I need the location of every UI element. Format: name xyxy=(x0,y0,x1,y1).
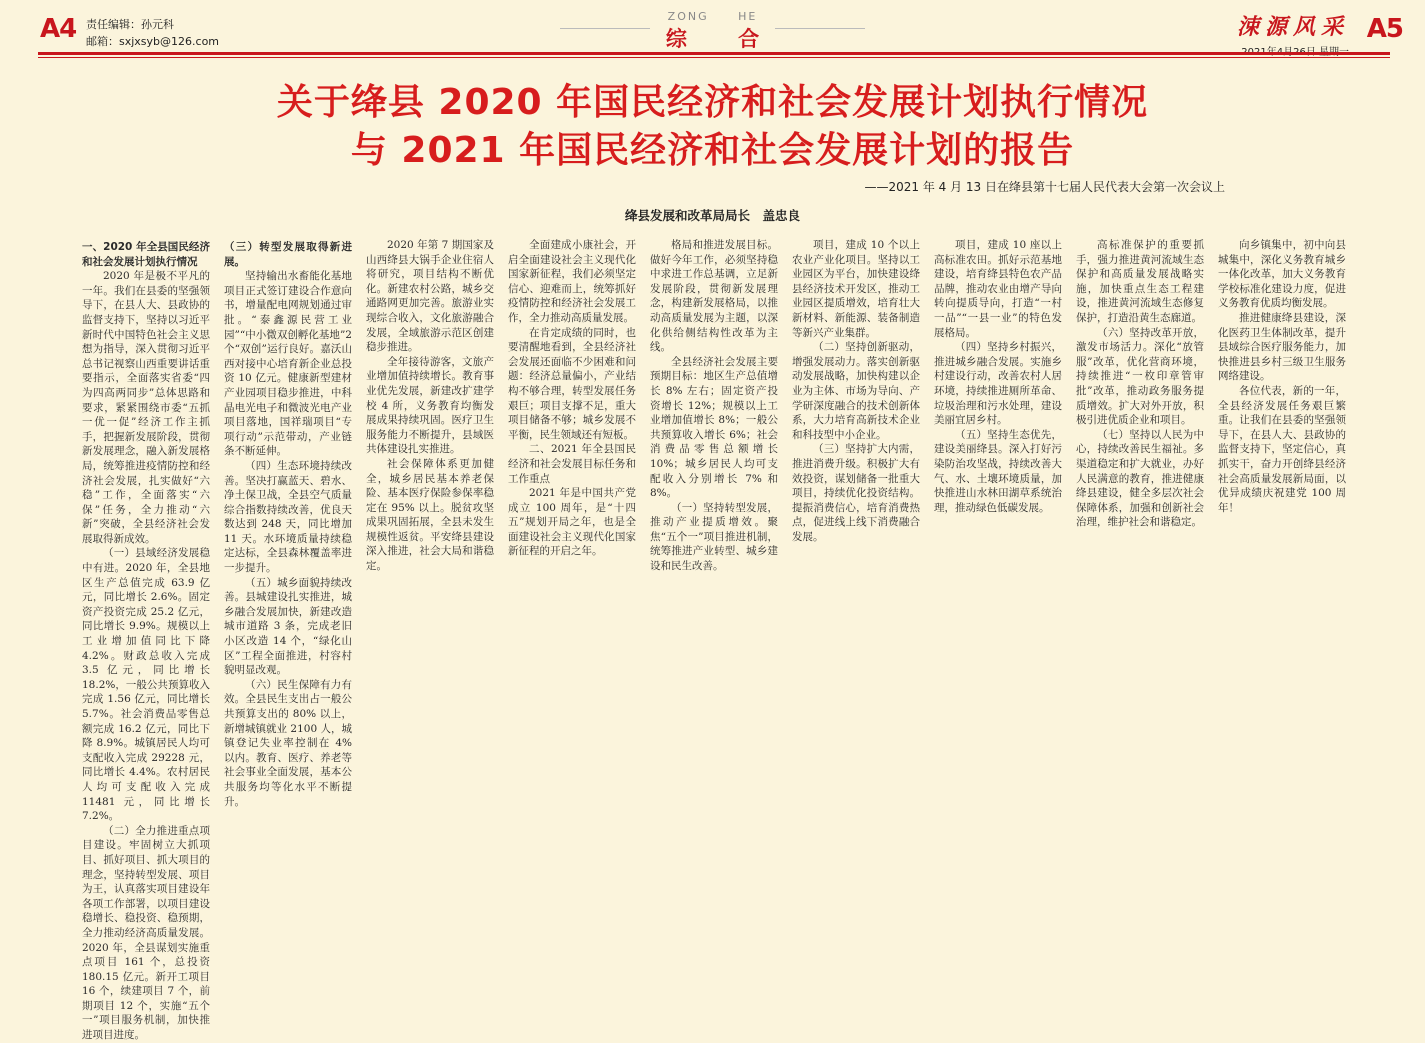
brand-block xyxy=(1237,10,1349,58)
article-column-9 xyxy=(1218,238,1346,1043)
article-column-5 xyxy=(650,238,778,1043)
pinyin-left: ZONG xyxy=(667,10,709,23)
article-body xyxy=(82,238,1346,1042)
paragraph: （一）县域经济发展稳中有进。2020 年，全县地区生产总值完成 63.9 亿元，同比增长 2.6%。固定资产投资完成 25.2 亿元，同比增长 9.9%。规模以上工业增加值同比下降 4.2%。财政总收入完成 3.5 亿元，同比增长 18.2%，一般公共预算收入完成 1.56 亿元，同比增长 5.7%。社会消费品零售总额完成 16.2 亿元，同比下降 8.9%。城镇居民人均可支配收入完成 29228 元，同比增长 4.4%。农村居民人均可支配收入完成 11481 元，同比增长 7.2%。 xyxy=(82,547,210,823)
paragraph: 社会保障体系更加健全，城乡居民基本养老保险、基本医疗保险参保率稳定在 95% 以上。脱贫攻坚成果巩固拓展，全县未发生规模性返贫。平安绛县建设深入推进，社会大局和谐稳定。 xyxy=(366,457,494,573)
paragraph: 各位代表，新的一年，全县经济发展任务艰巨繁重。让我们在县委的坚强领导下，在县人大、县政协的监督支持下，坚定信心，真抓实干，奋力开创绛县经济社会高质量发展新局面，以优异成绩庆祝建党 100 周年！ xyxy=(1218,384,1346,514)
article-column-8 xyxy=(1076,238,1204,1043)
byline: 绛县发展和改革局局长 盖忠良 xyxy=(624,208,800,223)
section-header xyxy=(0,10,1425,53)
brand-title: 涑源风采 xyxy=(1236,14,1349,40)
paragraph: （四）生态环境持续改善。坚决打赢蓝天、碧水、净土保卫战，全县空气质量综合指数持续改善，优良天数达到 248 天，同比增加 11 天。水环境质量持续稳定达标，全县森林覆盖率进一步提升。 xyxy=(224,459,352,575)
paragraph: 推进健康绛县建设，深化医药卫生体制改革，提升县域综合医疗服务能力，加快推进县乡村三级卫生服务网络建设。 xyxy=(1218,311,1346,383)
paragraph: （三）坚持扩大内需，推进消费升级。积极扩大有效投资，谋划储备一批重大项目，持续优化投资结构。提振消费信心，培育消费热点，促进线上线下消费融合发展。 xyxy=(792,443,920,543)
headline-subtitle: ——2021 年 4 月 13 日在绛县第十七届人民代表大会第一次会议上 xyxy=(864,180,1225,194)
article-column-2 xyxy=(224,238,352,1043)
article-column-6 xyxy=(792,238,920,1043)
section-title: 综 合 xyxy=(665,27,782,51)
issue-date xyxy=(1237,43,1349,58)
editor-line: 责任编辑：孙元科 xyxy=(86,18,174,31)
headline-line-1: 关于绛县 2020 年国民经济和社会发展计划执行情况 xyxy=(276,82,1149,123)
left-page-number: A4 xyxy=(40,14,77,44)
paragraph: 项目，建成 10 座以上高标准农田。抓好示范基地建设，培育绛县特色农产品品牌，推动农业由增产导向转向提质导向，打造“一村一品”“一县一业”的特色发展格局。 xyxy=(934,239,1062,339)
paragraph: （二）全力推进重点项目建设。牢固树立大抓项目、抓好项目、抓大项目的理念，坚持转型发展、项目为王，认真落实项目建设年各项工作部署，以项目建设稳增长、稳投资、稳预期，全力推动经济高质量发展。2020 年，全县谋划实施重点项目 161 个，总投资 180.15 亿元。新开工项目 16 个，续建项目 7 个，前期项目 12 个，实施“五个一”项目服务机制，加快推进项目进度。 xyxy=(82,824,210,1042)
paragraph: 项目，建成 10 个以上农业产业化项目。坚持以工业园区为平台，加快建设绛县经济技术开发区，推动工业园区提质增效，培育壮大新材料、新能源、装备制造等新兴产业集群。 xyxy=(792,239,920,339)
article-column-7 xyxy=(934,238,1062,1043)
masthead-rule xyxy=(38,52,1390,55)
paragraph: 在肯定成绩的同时，也要清醒地看到，全县经济社会发展还面临不少困难和问题：经济总量偏小，产业结构不够合理，转型发展任务艰巨；项目支撑不足，重大项目储备不够；城乡发展不平衡，民生领域还有短板。 xyxy=(508,326,636,441)
paragraph: （六）坚持改革开放，激发市场活力。深化“放管服”改革，优化营商环境，持续推进“一枚印章管审批”改革，推动政务服务提质增效。扩大对外开放，积极引进优质企业和项目。 xyxy=(1076,326,1204,427)
paragraph: 2020 年第 7 期国家及山西绛县大锅手企业住宿人将研究，项目结构不断优化。新建农村公路，城乡交通路网更加完善。旅游业实现综合收入，文化旅游融合发展，全域旅游示范区创建稳步推进。 xyxy=(366,239,494,354)
paragraph: 全面建成小康社会，开启全面建设社会主义现代化国家新征程，我们必须坚定信心、迎难而上，统筹抓好疫情防控和经济社会发展工作，全力推动高质量发展。 xyxy=(508,239,636,324)
paragraph: （二）坚持创新驱动，增强发展动力。落实创新驱动发展战略，加快构建以企业为主体、市场为导向、产学研深度融合的技术创新体系，大力培育高新技术企业和科技型中小企业。 xyxy=(792,341,920,441)
paragraph: 全年接待游客，文旅产业增加值持续增长。教育事业优先发展，新建改扩建学校 4 所，义务教育均衡发展成果持续巩固。医疗卫生服务能力不断提升，县域医共体建设扎实推进。 xyxy=(366,355,494,456)
paragraph: （四）坚持乡村振兴，推进城乡融合发展。实施乡村建设行动，改善农村人居环境，持续推进厕所革命、垃圾治理和污水处理，建设美丽宜居乡村。 xyxy=(934,341,1062,427)
paragraph: 二、2021 年全县国民经济和社会发展目标任务和工作重点 xyxy=(508,443,636,485)
pinyin-right: HE xyxy=(738,10,758,23)
paragraph: （五）坚持生态优先，建设美丽绛县。深入打好污染防治攻坚战，持续改善大气、水、土壤环境质量，加快推进山水林田湖草系统治理，推动绿色低碳发展。 xyxy=(934,428,1062,514)
paragraph: 坚持输出水畜能化基地项目正式签订建设合作意向书，增量配电网规划通过审批。“泰鑫源民营工业园”“中小微双创孵化基地”2 个“双创”运行良好。嘉沃山西对接中心培育新企业总投资 10 亿元。健康新型建材产业园项目稳步推进，中科晶电光电子和微波光电产业项目落地，国祥瑞项目“专项行动”示范带动，产业链条不断延伸。 xyxy=(224,270,352,458)
column-heading: （三）转型发展取得新进展。 xyxy=(224,241,352,268)
article-column-3 xyxy=(366,238,494,1043)
headline-line-2: 与 2021 年国民经济和社会发展计划的报告 xyxy=(350,130,1075,171)
paragraph: （一）坚持转型发展，推动产业提质增效。聚焦“五个一”项目推进机制，统筹推进产业转型、城乡建设和民生改善。 xyxy=(650,501,778,573)
paragraph: 高标准保护的重要抓手，强力推进黄河流域生态保护和高质量发展战略实施，加快重点生态工程建设，推进黄河流域生态修复保护，打造沿黄生态廊道。 xyxy=(1076,239,1204,324)
paragraph: 2020 年是极不平凡的一年。我们在县委的坚强领导下，在县人大、县政协的监督支持下，坚持以习近平新时代中国特色社会主义思想为指导，深入贯彻习近平总书记视察山西重要讲话重要指示，全面落实省委“四为四高两同步”总体思路和要求，紧紧围绕市委“五抓一优一促”经济工作主抓手，把握新发展阶段，贯彻新发展理念，融入新发展格局，统筹推进疫情防控和经济社会发展，扎实做好“六稳”工作，全面落实“六保”任务，全力推动“六新”突破，全县经济社会发展取得新成效。 xyxy=(82,270,210,545)
article-column-1 xyxy=(82,238,210,1043)
masthead-rule-thin xyxy=(38,57,1390,58)
paragraph: （五）城乡面貌持续改善。县城建设扎实推进，城乡融合发展加快，新建改造城市道路 3 条，完成老旧小区改造 14 个，“绿化山区”工程全面推进，村容村貌明显改观。 xyxy=(224,576,352,677)
paragraph: （七）坚持以人民为中心，持续改善民生福祉。多渠道稳定和扩大就业，办好人民满意的教育，推进健康绛县建设，健全多层次社会保障体系，加强和创新社会治理，维护社会和谐稳定。 xyxy=(1076,428,1204,529)
paragraph: 2021 年是中国共产党成立 100 周年，是“十四五”规划开局之年，也是全面建设社会主义现代化国家新征程的开启之年。 xyxy=(508,487,636,558)
paragraph: 向乡镇集中，初中向县城集中，深化义务教育城乡一体化改革，加大义务教育学校标准化建设力度，促进义务教育优质均衡发展。 xyxy=(1218,239,1346,310)
article-column-4 xyxy=(508,238,636,1043)
masthead xyxy=(0,0,1425,60)
paragraph: 格局和推进发展目标。做好今年工作，必须坚持稳中求进工作总基调，立足新发展阶段，贯彻新发展理念，构建新发展格局，以推动高质量发展为主题，以深化供给侧结构性改革为主线。 xyxy=(650,239,778,354)
right-page-number: A5 xyxy=(1366,14,1403,44)
email-line: 邮箱：sxjxsyb@126.com xyxy=(86,35,220,48)
section-pinyin xyxy=(0,10,1425,23)
paragraph: 全县经济社会发展主要预期目标：地区生产总值增长 8% 左右；固定资产投资增长 12%；规模以上工业增加值增长 8%；一般公共预算收入增长 6%；社会消费品零售总额增长 10%；城乡居民人均可支配收入分别增长 7% 和 8%。 xyxy=(650,355,778,500)
column-heading: 一、2020 年全县国民经济和社会发展计划执行情况 xyxy=(82,241,210,268)
paragraph: （六）民生保障有力有效。全县民生支出占一般公共预算支出的 80% 以上，新增城镇就业 2100 人，城镇登记失业率控制在 4% 以内。教育、医疗、养老等社会事业全面发展，基本公共服务均等化水平不断提升。 xyxy=(224,678,352,808)
